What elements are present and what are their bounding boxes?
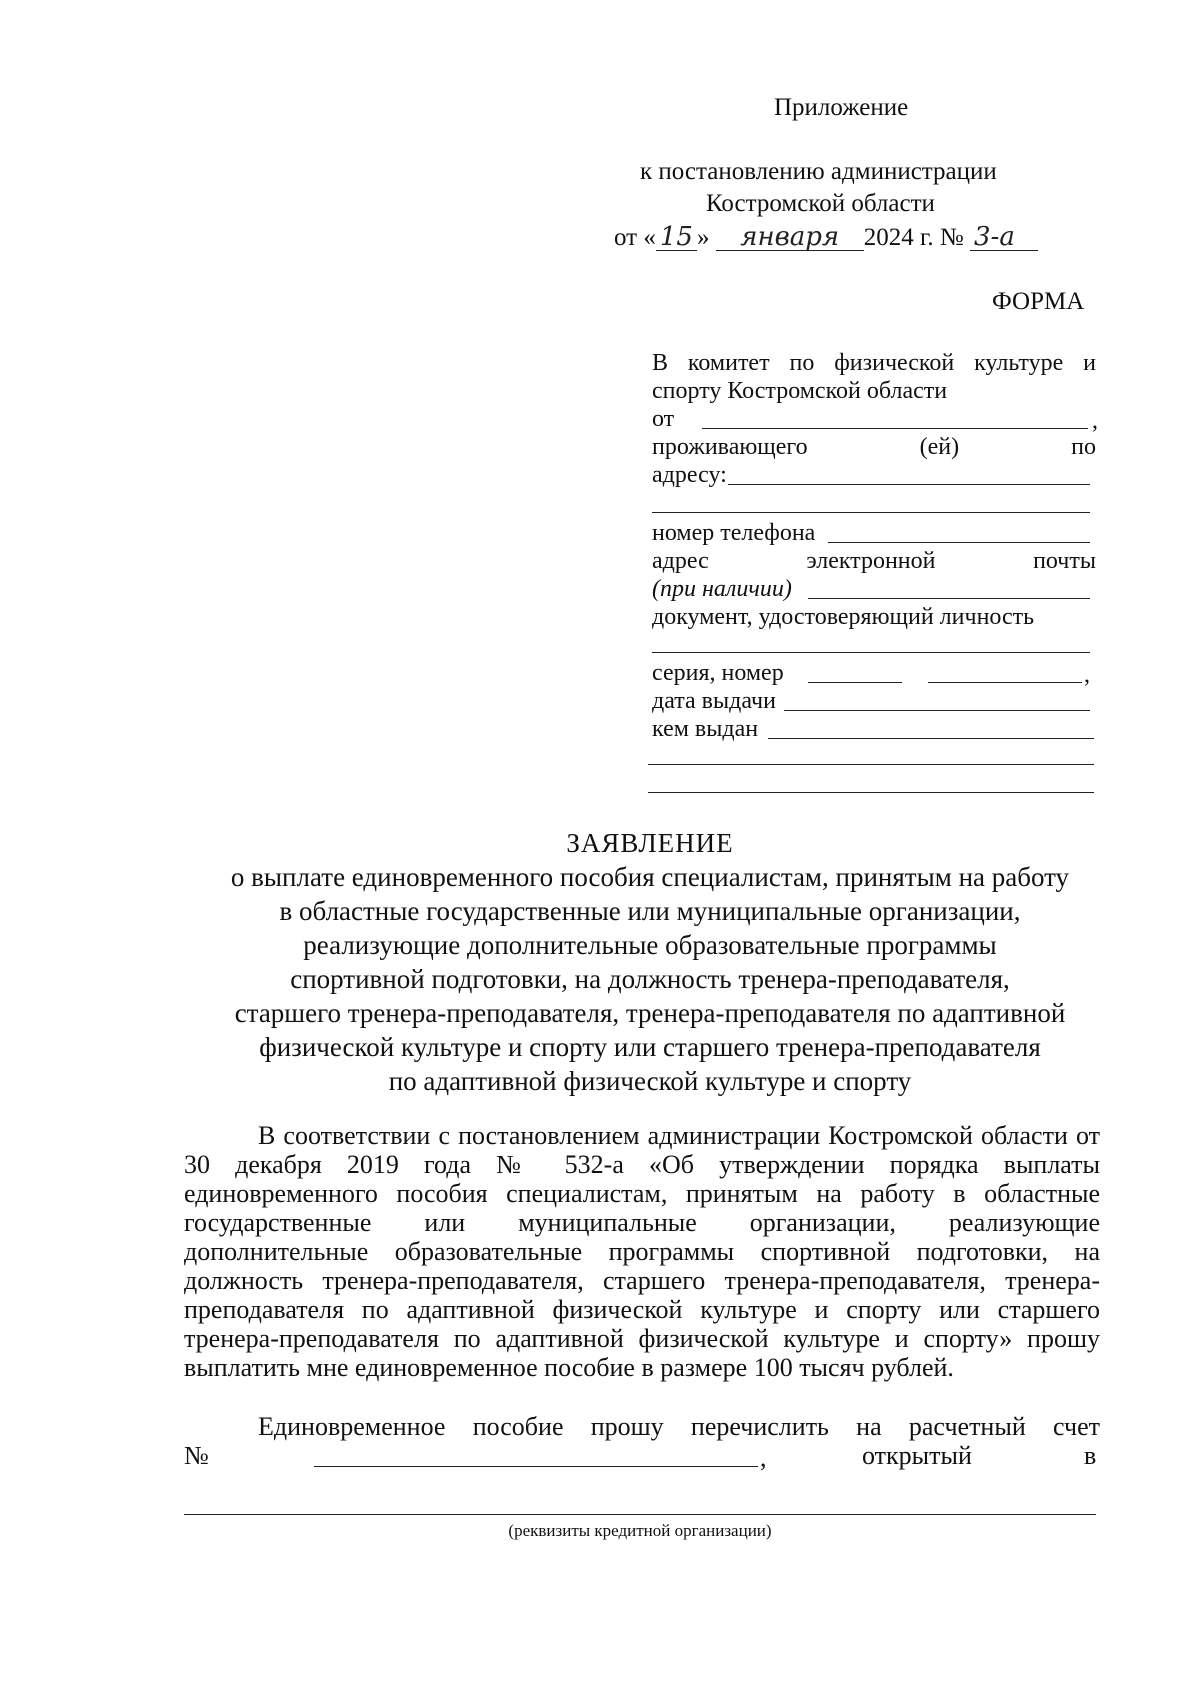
email-field-line[interactable]: [808, 598, 1090, 599]
title-line: старшего тренера-преподавателя, тренера-преподавателя по адаптивной: [234, 998, 1066, 1028]
word: по: [789, 350, 815, 376]
date-mid: »: [696, 224, 710, 251]
bank-details-field-line[interactable]: [184, 1514, 1096, 1515]
title-line: спортивной подготовки, на должность тренера-преподавателя,: [290, 964, 1010, 994]
date-prefix: от «: [614, 224, 656, 251]
opened-label: открытый: [862, 1441, 972, 1470]
phone-label: номер телефона: [652, 520, 816, 546]
phone-field-line[interactable]: [828, 542, 1090, 543]
in-label: в: [1084, 1441, 1097, 1470]
resolution-date-line: [614, 224, 1038, 253]
word: В: [652, 350, 669, 376]
word: почты: [1033, 548, 1096, 574]
if-any-label: (при наличии): [652, 576, 792, 602]
issued-by-field-line-2[interactable]: [648, 764, 1094, 765]
title-line: реализующие дополнительные образовательные программы: [303, 930, 997, 960]
body-paragraph-2-line-1: Единовременное пособие прошу перечислить на расчетный счет: [258, 1412, 1100, 1441]
from-field-line[interactable]: [702, 428, 1088, 429]
account-number-field-line[interactable]: [314, 1466, 758, 1467]
handwritten-month: января: [716, 224, 864, 251]
word: культуре: [974, 350, 1064, 376]
form-label: ФОРМА: [992, 288, 1085, 315]
issue-date-field-line[interactable]: [784, 710, 1090, 711]
address-field-line[interactable]: [728, 484, 1090, 485]
account-comma: ,: [760, 1443, 767, 1472]
title-line: в областные государственные или муниципальные организации,: [279, 896, 1021, 926]
title-line: о выплате единовременного пособия специалистам, принятым на работу: [230, 862, 1070, 892]
from-comma: ,: [1092, 408, 1098, 434]
appendix-line-1: к постановлению администрации: [640, 158, 997, 185]
year-number-label: 2024 г. №: [863, 224, 964, 251]
word: (ей): [919, 434, 960, 460]
word: физической: [834, 350, 955, 376]
handwritten-number: 3-а: [970, 224, 1038, 251]
series-field-line[interactable]: [808, 682, 902, 683]
body-paragraph-1: В соответствии с постановлением администрации Костромской области от 30 декабря 2019 года № 532-а «Об утверждении порядка выплаты единовременного пособия специалистам, принятым на работу в областные государственные или муниципальные организации, реализующие дополнительные образовательные программы спортивной подготовки, на должность тренера-преподавателя, старшего тренера-преподавателя, тренера-преподавателя по адаптивной физической культуре и спорту или старшего тренера-преподавателя по адаптивной физической культуре и спорту» прошу выплатить мне единовременное пособие в размере 100 тысяч рублей.: [184, 1121, 1100, 1382]
word: комитет: [687, 350, 770, 376]
appendix-line-2: Костромской области: [706, 190, 935, 217]
statement-title: [150, 826, 1150, 1098]
handwritten-day: 15: [656, 224, 697, 251]
account-number-sign: №: [184, 1441, 209, 1470]
issued-by-label: кем выдан: [652, 716, 759, 742]
word: электронной: [806, 548, 936, 574]
issued-by-field-line-3[interactable]: [648, 792, 1094, 793]
title-line: физической культуре и спорту или старшего тренера-преподавателя: [259, 1032, 1041, 1062]
number-field-line[interactable]: [928, 682, 1082, 683]
issue-date-label: дата выдачи: [652, 688, 776, 714]
from-label: от: [652, 406, 675, 432]
residing-line: [652, 434, 1096, 462]
appendix-label: Приложение: [774, 94, 909, 121]
email-line: [652, 548, 1096, 576]
word: по: [1071, 434, 1096, 460]
word: и: [1083, 350, 1096, 376]
id-document-label: документ, удостоверяющий личность: [652, 604, 1035, 630]
series-number-label: серия, номер: [652, 660, 784, 686]
statement-title-main: ЗАЯВЛЕНИЕ: [566, 828, 734, 858]
id-document-field-line[interactable]: [652, 652, 1090, 653]
word: проживающего: [652, 434, 808, 460]
issued-by-field-line[interactable]: [768, 738, 1094, 739]
address-field-line-2[interactable]: [652, 512, 1090, 513]
address-label: адресу:: [652, 462, 727, 488]
bank-details-caption: (реквизиты кредитной организации): [508, 1521, 772, 1540]
series-comma: ,: [1084, 662, 1090, 688]
addressee-line-1: [652, 350, 1096, 378]
title-line: по адаптивной физической культуре и спорту: [388, 1066, 912, 1096]
addressee-line-2: спорту Костромской области: [652, 378, 948, 404]
word: адрес: [652, 548, 709, 574]
